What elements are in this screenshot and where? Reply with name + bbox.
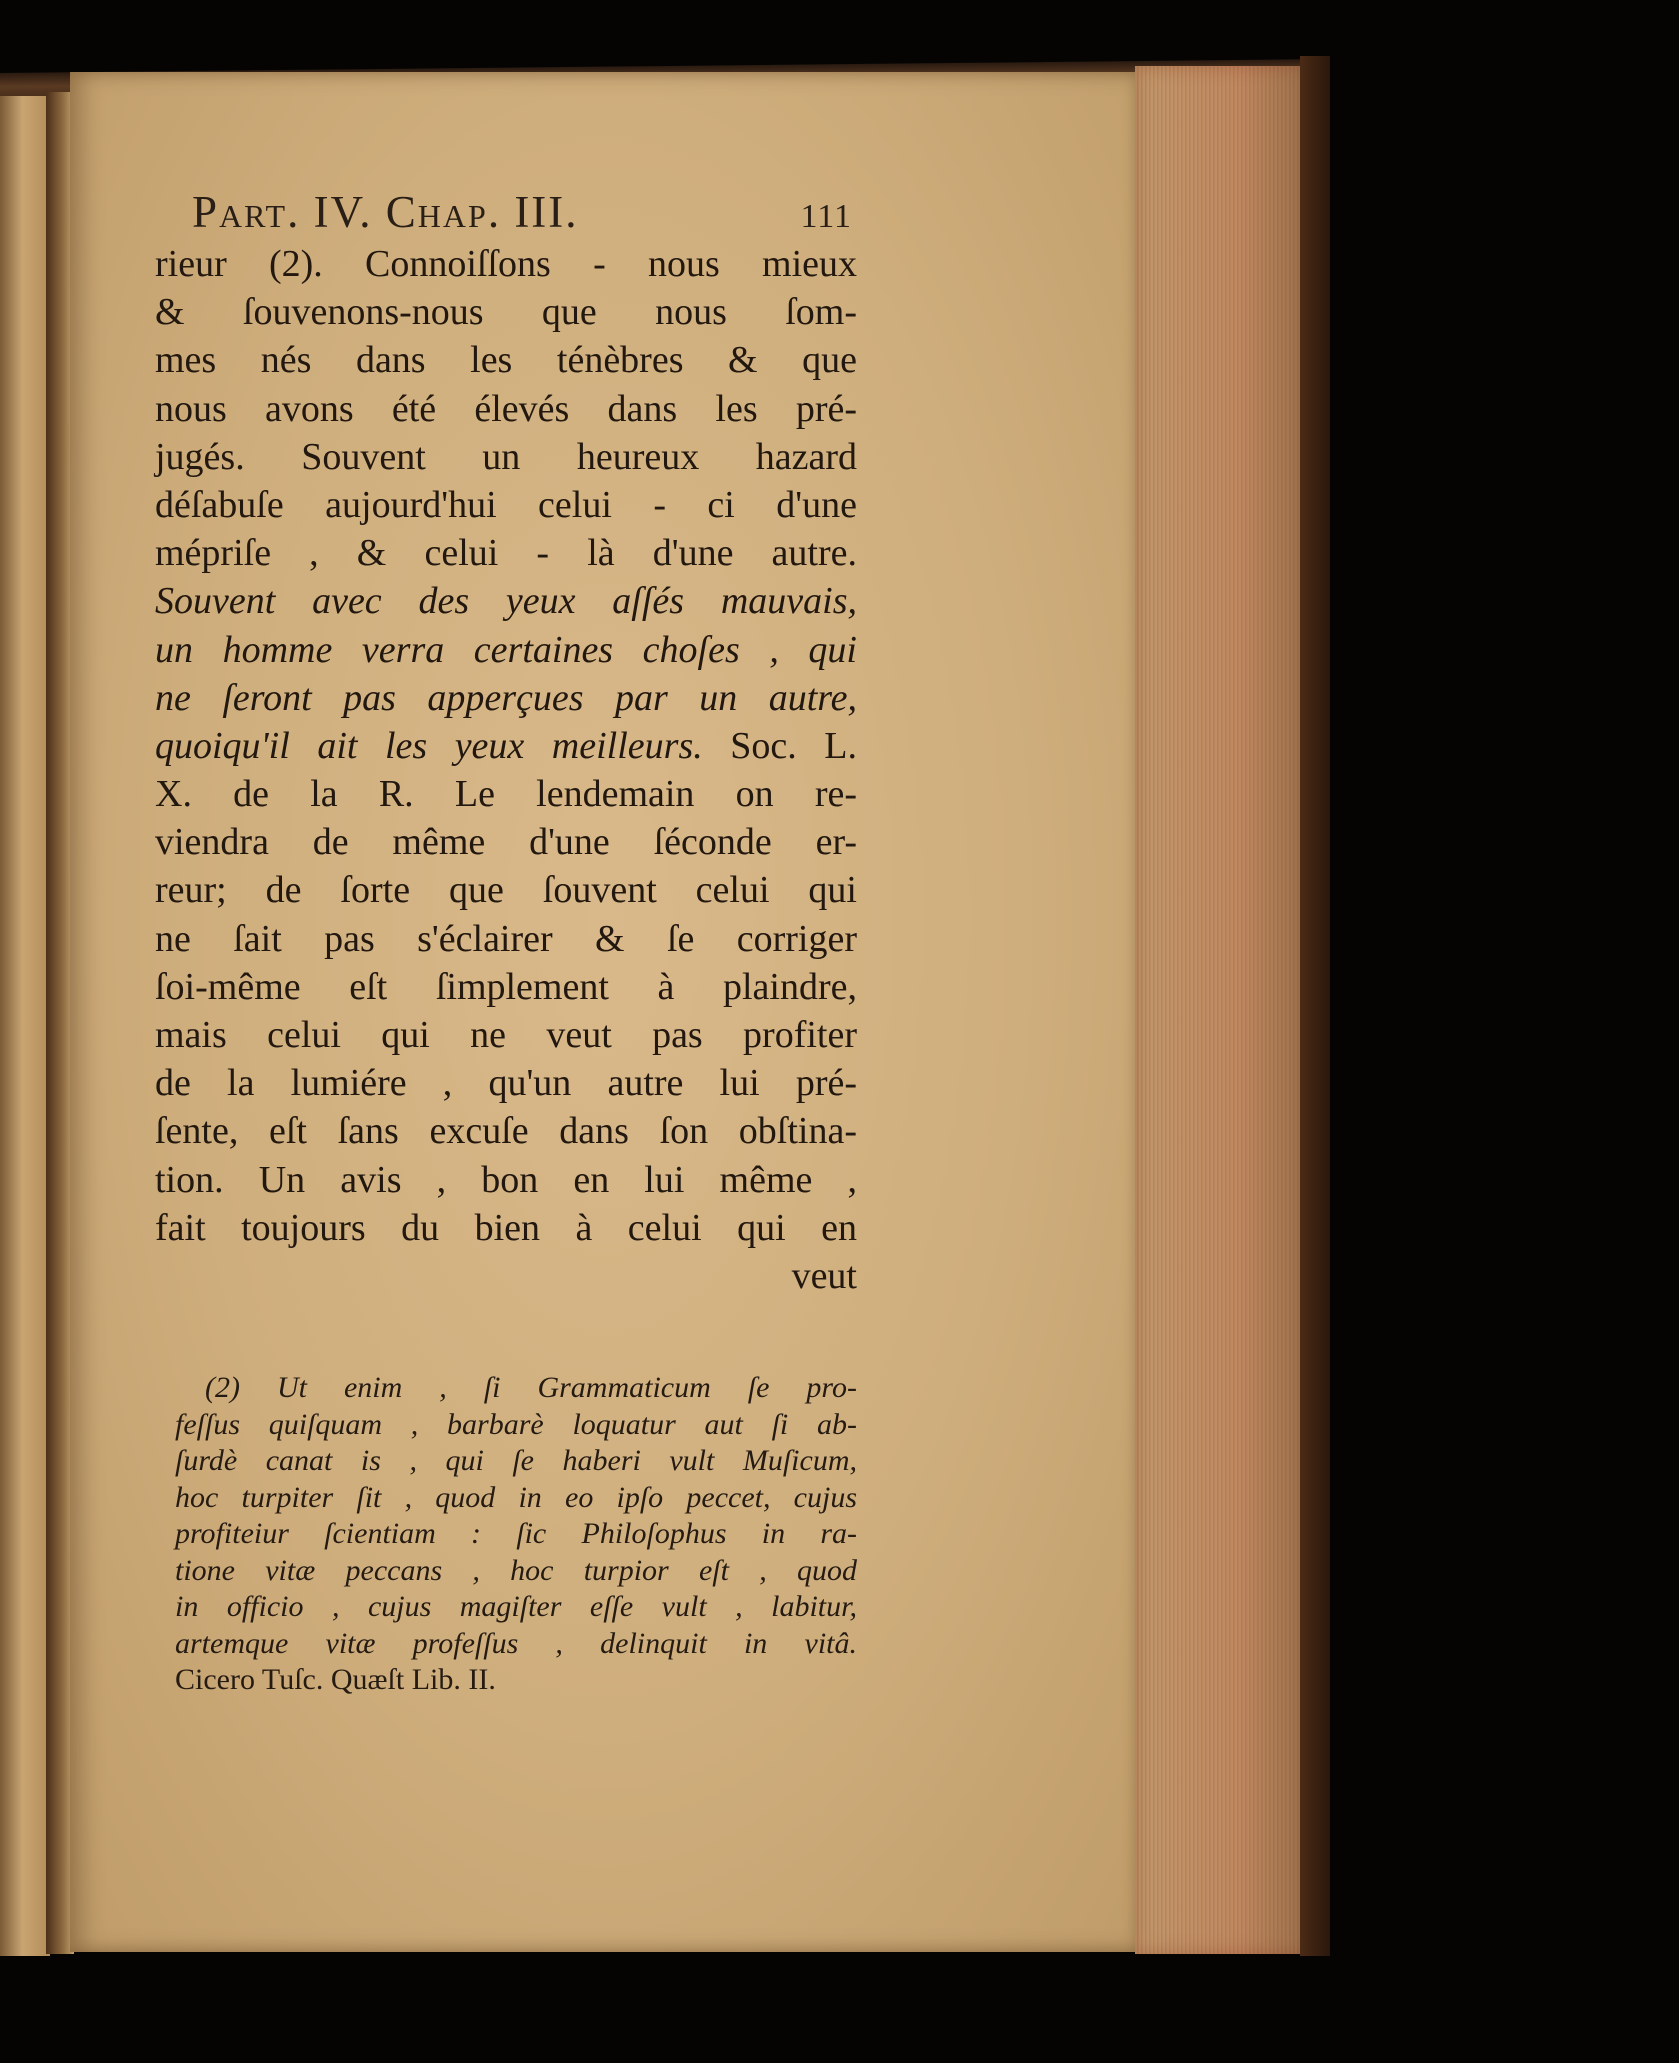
italic-quote-end: quoiqu'il ait les yeux meilleurs. xyxy=(155,724,703,767)
book-cover-edge xyxy=(1300,56,1330,1956)
footnote-line: (2) Ut enim , ſi Grammaticum ſe pro- xyxy=(205,1371,857,1404)
text-line: mépriſe , & celui - là d'une autre. xyxy=(155,532,857,575)
text-line: jugés. Souvent un heureux hazard xyxy=(155,435,857,478)
text-line: quoiqu'il ait les yeux meilleurs. Soc. L. xyxy=(155,724,857,767)
page-number: 111 xyxy=(800,198,852,235)
page-block-edges xyxy=(1135,66,1310,1954)
footnote-line: in officio , cujus magiſter eſſe vult , labitur, xyxy=(175,1590,857,1623)
footnote xyxy=(175,1370,857,1699)
catchword: veut xyxy=(791,1254,857,1297)
text-line: nous avons été élevés dans les pré- xyxy=(155,387,857,430)
italic-text-line: ne ſeront pas apperçues par un autre, xyxy=(155,676,857,719)
text-line: déſabuſe aujourd'hui celui - ci d'une xyxy=(155,483,857,526)
text-line: viendra de même d'une ſéconde er- xyxy=(155,821,857,864)
text-line: ne ſait pas s'éclairer & ſe corriger xyxy=(155,917,857,960)
text-line: mes nés dans les ténèbres & que xyxy=(155,339,857,382)
text-line: fait toujours du bien à celui qui en xyxy=(155,1206,857,1249)
running-header xyxy=(192,186,852,242)
body-text xyxy=(155,240,857,1300)
text-line: de la lumiére , qu'un autre lui pré- xyxy=(155,1062,857,1105)
footnote-line: hoc turpiter ſit , quod in eo ipſo peccet, cujus xyxy=(175,1480,857,1514)
text-line: mais celui qui ne veut pas profiter xyxy=(155,1014,857,1056)
text-line: rieur (2). Connoiſſons - nous mieux xyxy=(155,243,857,285)
running-head: Part. IV. Chap. III. xyxy=(192,187,579,237)
text-line: ſoi-même eſt ſimplement à plaindre, xyxy=(155,965,857,1008)
italic-text-line: Souvent avec des yeux aſſés mauvais, xyxy=(155,580,857,623)
footnote-line: ſurdè canat is , qui ſe haberi vult Muſicum, xyxy=(175,1444,857,1477)
footnote-line: profiteiur ſcientiam : ſic Philoſophus in ra- xyxy=(175,1517,857,1550)
footnote-line: tione vitæ peccans , hoc turpior eſt , quod xyxy=(175,1553,857,1587)
previous-page-edge xyxy=(0,96,50,1956)
text-line: ſente, eſt ſans excuſe dans ſon obſtina- xyxy=(155,1110,857,1153)
italic-text-line: un homme verra certaines choſes , qui xyxy=(155,628,857,671)
footnote-line: artemque vitæ profeſſus , delinquit in vitâ. xyxy=(175,1626,857,1660)
text-line: reur; de ſorte que ſouvent celui qui xyxy=(155,869,857,912)
text-line: X. de la R. Le lendemain on re- xyxy=(155,773,857,816)
footnote-line: feſſus quiſquam , barbarè loquatur aut ſi ab- xyxy=(175,1407,857,1441)
footnote-citation: Cicero Tuſc. Quæſt Lib. II. xyxy=(175,1663,496,1696)
text-line: tion. Un avis , bon en lui même , xyxy=(155,1158,857,1201)
text-line: & ſouvenons-nous que nous ſom- xyxy=(155,291,857,334)
